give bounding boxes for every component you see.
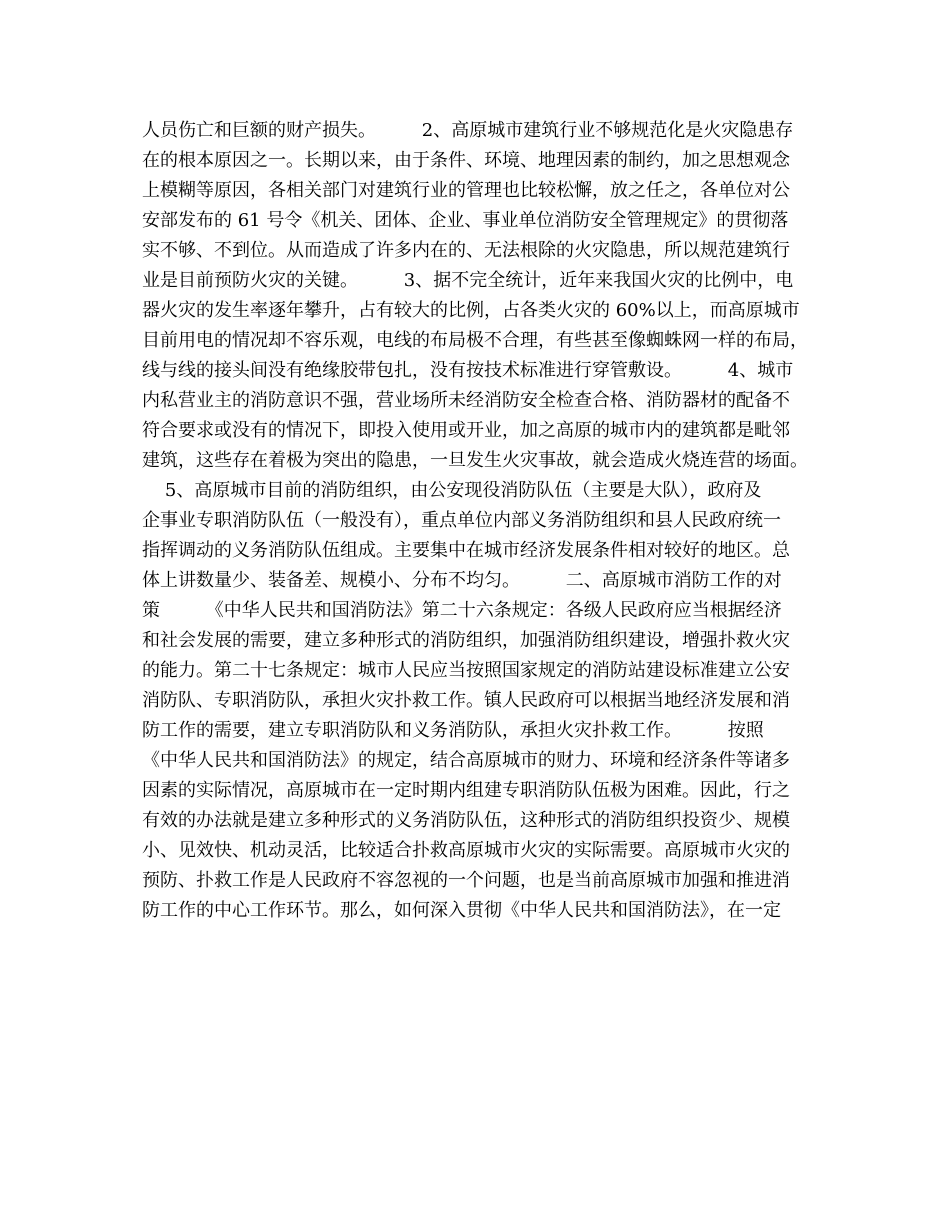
text-line: 线与线的接头间没有绝缘胶带包扎，没有按技术标准进行穿管敷设。 4、城市 <box>142 360 794 381</box>
text-line: 器火灾的发生率逐年攀升，占有较大的比例，占各类火灾的 60%以上，而高原城市 <box>142 300 800 321</box>
text-line: 体上讲数量少、装备差、规模小、分布不均匀。 二、高原城市消防工作的对 <box>142 570 782 591</box>
text-line: 上模糊等原因，各相关部门对建筑行业的管理也比较松懈，放之任之，各单位对公 <box>142 180 790 201</box>
text-line: 因素的实际情况，高原城市在一定时期内组建专职消防队伍极为困难。因此，行之 <box>142 780 790 801</box>
text-line: 目前用电的情况却不容乐观，电线的布局极不合理，有些甚至像蜘蛛网一样的布局， <box>142 330 808 351</box>
text-line: 在的根本原因之一。长期以来，由于条件、环境、地理因素的制约，加之思想观念 <box>142 150 790 171</box>
text-line: 的能力。第二十七条规定：城市人民应当按照国家规定的消防站建设标准建立公安 <box>142 660 790 681</box>
text-line: 防工作的需要，建立专职消防队和义务消防队，承担火灾扑救工作。 按照 <box>142 720 764 741</box>
text-line: 建筑，这些存在着极为突出的隐患，一旦发生火灾事故，就会造成火烧连营的场面。 <box>142 450 808 471</box>
text-line: 《中华人民共和国消防法》的规定，结合高原城市的财力、环境和经济条件等诸多 <box>142 750 790 771</box>
text-line: 防工作的中心工作环节。那么，如何深入贯彻《中华人民共和国消防法》，在一定 <box>142 900 781 921</box>
text-line: 安部发布的 61 号令《机关、团体、企业、事业单位消防安全管理规定》的贯彻落 <box>142 210 789 231</box>
text-line: 有效的办法就是建立多种形式的义务消防队伍，这种形式的消防组织投资少、规模 <box>142 810 790 831</box>
text-line: 内私营业主的消防意识不强，营业场所未经消防安全检查合格、消防器材的配备不 <box>142 390 790 411</box>
text-line: 和社会发展的需要，建立多种形式的消防组织，加强消防组织建设，增强扑救火灾 <box>142 630 790 651</box>
text-line: 小、见效快、机动灵活，比较适合扑救高原城市火灾的实际需要。高原城市火灾的 <box>142 840 790 861</box>
text-line: 符合要求或没有的情况下，即投入使用或开业，加之高原的城市内的建筑都是毗邻 <box>142 420 790 441</box>
text-line: 消防队、专职消防队，承担火灾扑救工作。镇人民政府可以根据当地经济发展和消 <box>142 690 790 711</box>
text-line: 业是目前预防火灾的关键。 3、据不完全统计，近年来我国火灾的比例中，电 <box>142 270 794 291</box>
text-line: 指挥调动的义务消防队伍组成。主要集中在城市经济发展条件相对较好的地区。总 <box>142 540 790 561</box>
text-line: 5、高原城市目前的消防组织，由公安现役消防队伍（主要是大队），政府及 <box>142 480 762 501</box>
text-line: 人员伤亡和巨额的财产损失。 2、高原城市建筑行业不够规范化是火灾隐患存 <box>142 120 794 141</box>
text-line: 策 《中华人民共和国消防法》第二十六条规定：各级人民政府应当根据经济 <box>142 600 782 621</box>
text-line: 实不够、不到位。从而造成了许多内在的、无法根除的火灾隐患，所以规范建筑行 <box>142 240 790 261</box>
body-text <box>142 116 822 926</box>
text-line: 企事业专职消防队伍（一般没有），重点单位内部义务消防组织和县人民政府统一 <box>142 510 781 531</box>
text-line: 预防、扑救工作是人民政府不容忽视的一个问题，也是当前高原城市加强和推进消 <box>142 870 790 891</box>
